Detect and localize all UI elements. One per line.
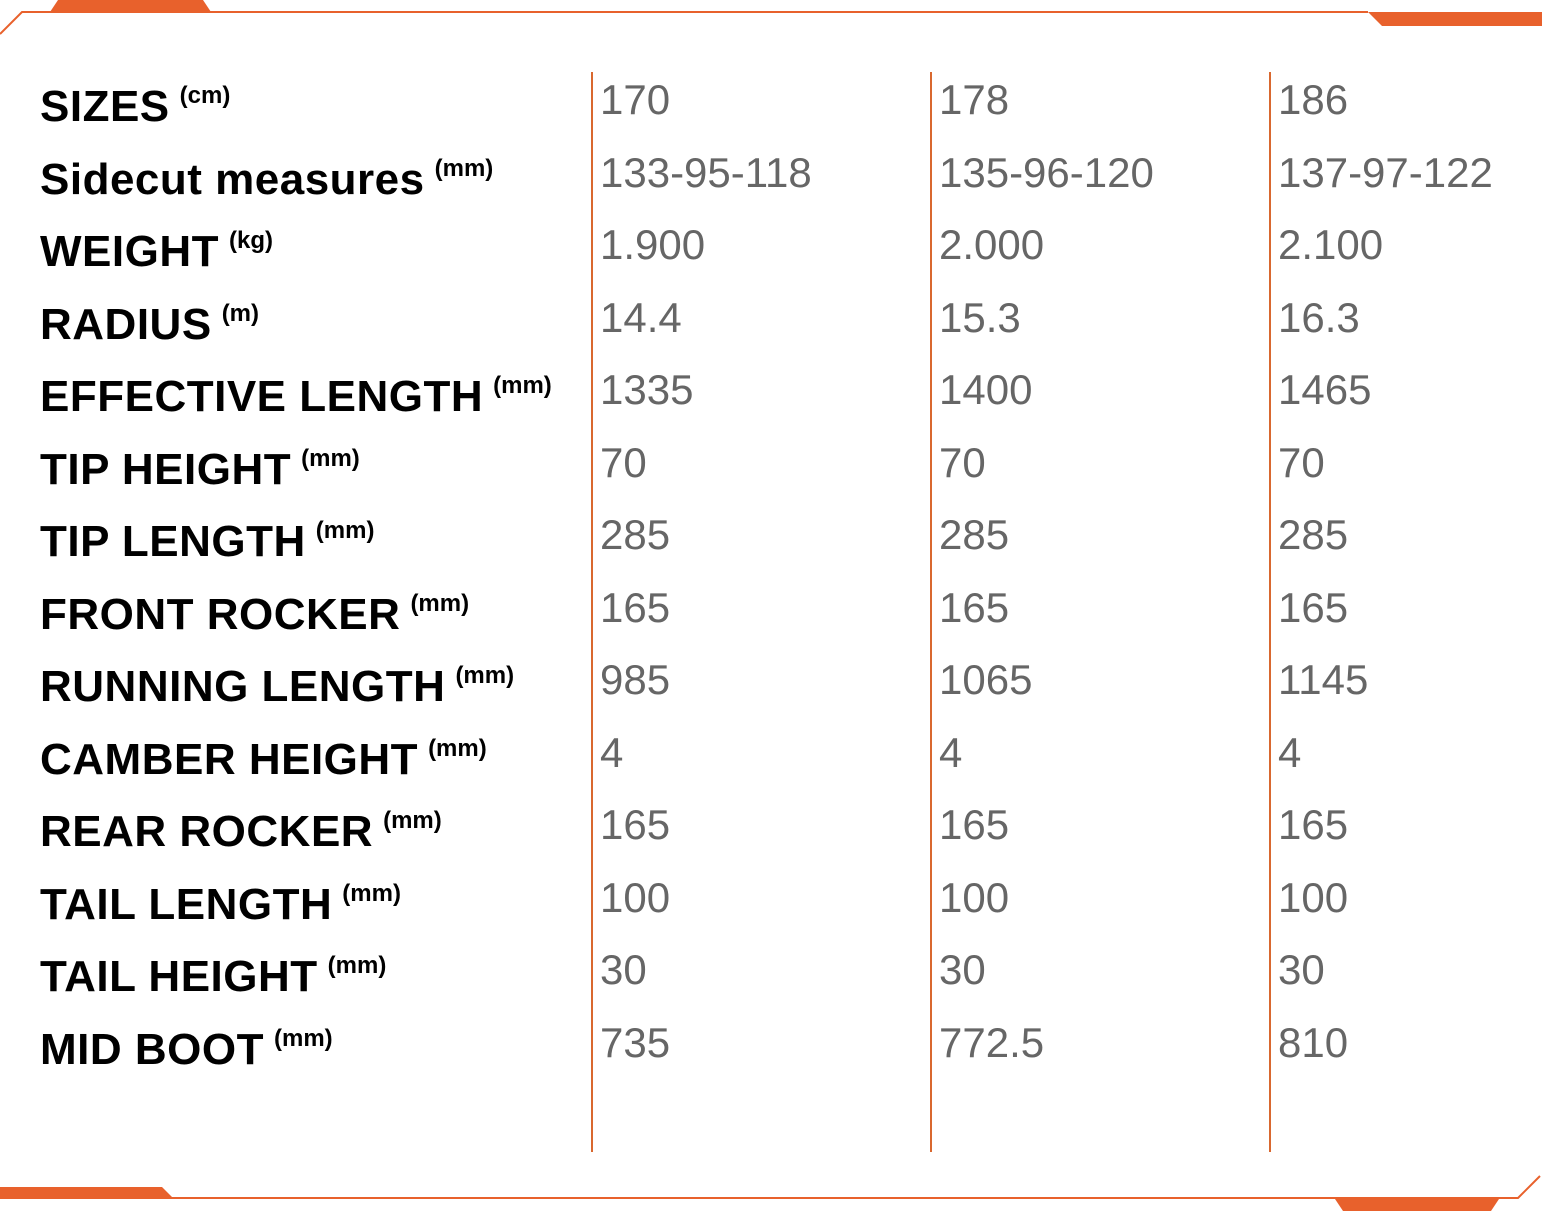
size-1-value: 165 — [600, 801, 671, 848]
size-3-value: 1145 — [1278, 656, 1369, 703]
row-label — [40, 143, 493, 206]
row-label-text: REAR ROCKER — [40, 807, 374, 856]
row-unit: (mm) — [273, 1024, 333, 1052]
size-1-value: 133-95-118 — [600, 148, 812, 196]
size-2-value: 2.000 — [939, 221, 1045, 268]
row-unit: (mm) — [383, 807, 442, 834]
row-unit: (mm) — [428, 734, 487, 762]
size-3-value: 165 — [1278, 583, 1349, 631]
column-divider-1 — [591, 72, 593, 1152]
row-unit: (mm) — [315, 517, 375, 544]
row-label — [40, 578, 469, 641]
size-1-value: 70 — [600, 438, 647, 486]
row-label — [40, 360, 552, 423]
size-1-value: 170 — [600, 76, 671, 123]
row-label-text: TIP HEIGHT — [40, 444, 292, 494]
row-unit: (m) — [221, 299, 260, 327]
row-unit: (mm) — [327, 952, 387, 979]
size-3-value: 165 — [1278, 801, 1349, 848]
row-label-text: SIZES — [40, 82, 170, 131]
row-label-text: Sidecut measures — [40, 154, 425, 204]
row-label — [40, 215, 273, 278]
size-2-value: 165 — [939, 583, 1010, 631]
row-unit: (kg) — [228, 227, 273, 254]
size-3-value: 100 — [1278, 873, 1349, 921]
size-2-value: 135-96-120 — [939, 148, 1154, 196]
column-divider-2 — [930, 72, 932, 1152]
row-label — [40, 940, 386, 1003]
row-unit: (mm) — [342, 879, 401, 907]
size-1-value: 14.4 — [600, 293, 682, 341]
size-2-value: 100 — [939, 873, 1010, 921]
size-3-value: 4 — [1278, 728, 1302, 776]
size-1-value: 30 — [600, 946, 647, 993]
row-label-text: MID BOOT — [40, 1024, 264, 1074]
row-label — [40, 288, 259, 351]
row-label — [40, 433, 360, 496]
size-2-value: 165 — [939, 801, 1010, 848]
size-2-value: 772.5 — [939, 1018, 1045, 1066]
size-2-value: 70 — [939, 438, 986, 486]
size-3-value: 186 — [1278, 76, 1349, 123]
size-3-value: 810 — [1278, 1018, 1349, 1066]
size-2-value: 1065 — [939, 656, 1033, 703]
row-label-text: RADIUS — [40, 299, 212, 349]
row-label-text: CAMBER HEIGHT — [40, 734, 419, 784]
row-unit: (cm) — [179, 82, 231, 109]
size-1-value: 1335 — [600, 366, 694, 413]
row-label — [40, 1013, 333, 1076]
row-label — [40, 505, 374, 568]
size-1-value: 285 — [600, 511, 671, 558]
size-3-value: 2.100 — [1278, 221, 1384, 268]
row-label-text: TIP LENGTH — [40, 517, 306, 566]
row-label-text: TAIL LENGTH — [40, 879, 333, 929]
size-2-value: 4 — [939, 728, 963, 776]
row-unit: (mm) — [434, 154, 494, 182]
column-divider-3 — [1269, 72, 1271, 1152]
size-1-value: 100 — [600, 873, 671, 921]
size-1-value: 735 — [600, 1018, 671, 1066]
size-3-value: 30 — [1278, 946, 1325, 993]
row-label-text: TAIL HEIGHT — [40, 952, 318, 1001]
row-label — [40, 723, 487, 786]
size-3-value: 285 — [1278, 511, 1349, 558]
size-3-value: 70 — [1278, 438, 1325, 486]
size-3-value: 1465 — [1278, 366, 1372, 413]
size-1-value: 4 — [600, 728, 624, 776]
row-label-text: RUNNING LENGTH — [40, 662, 446, 711]
size-2-value: 1400 — [939, 366, 1033, 413]
size-2-value: 285 — [939, 511, 1010, 558]
size-1-value: 165 — [600, 583, 671, 631]
size-3-value: 137-97-122 — [1278, 148, 1493, 196]
row-unit: (mm) — [301, 444, 360, 472]
row-label — [40, 868, 401, 931]
row-label — [40, 70, 230, 133]
row-unit: (mm) — [493, 372, 552, 399]
row-label-text: FRONT ROCKER — [40, 589, 401, 639]
size-2-value: 178 — [939, 76, 1010, 123]
row-label — [40, 650, 514, 713]
row-unit: (mm) — [410, 589, 470, 617]
size-1-value: 985 — [600, 656, 671, 703]
size-2-value: 15.3 — [939, 293, 1021, 341]
row-label-text: WEIGHT — [40, 227, 219, 276]
size-1-value: 1.900 — [600, 221, 706, 268]
row-label — [40, 795, 442, 858]
row-unit: (mm) — [455, 662, 515, 689]
row-label-text: EFFECTIVE LENGTH — [40, 372, 484, 421]
size-2-value: 30 — [939, 946, 986, 993]
size-3-value: 16.3 — [1278, 293, 1360, 341]
